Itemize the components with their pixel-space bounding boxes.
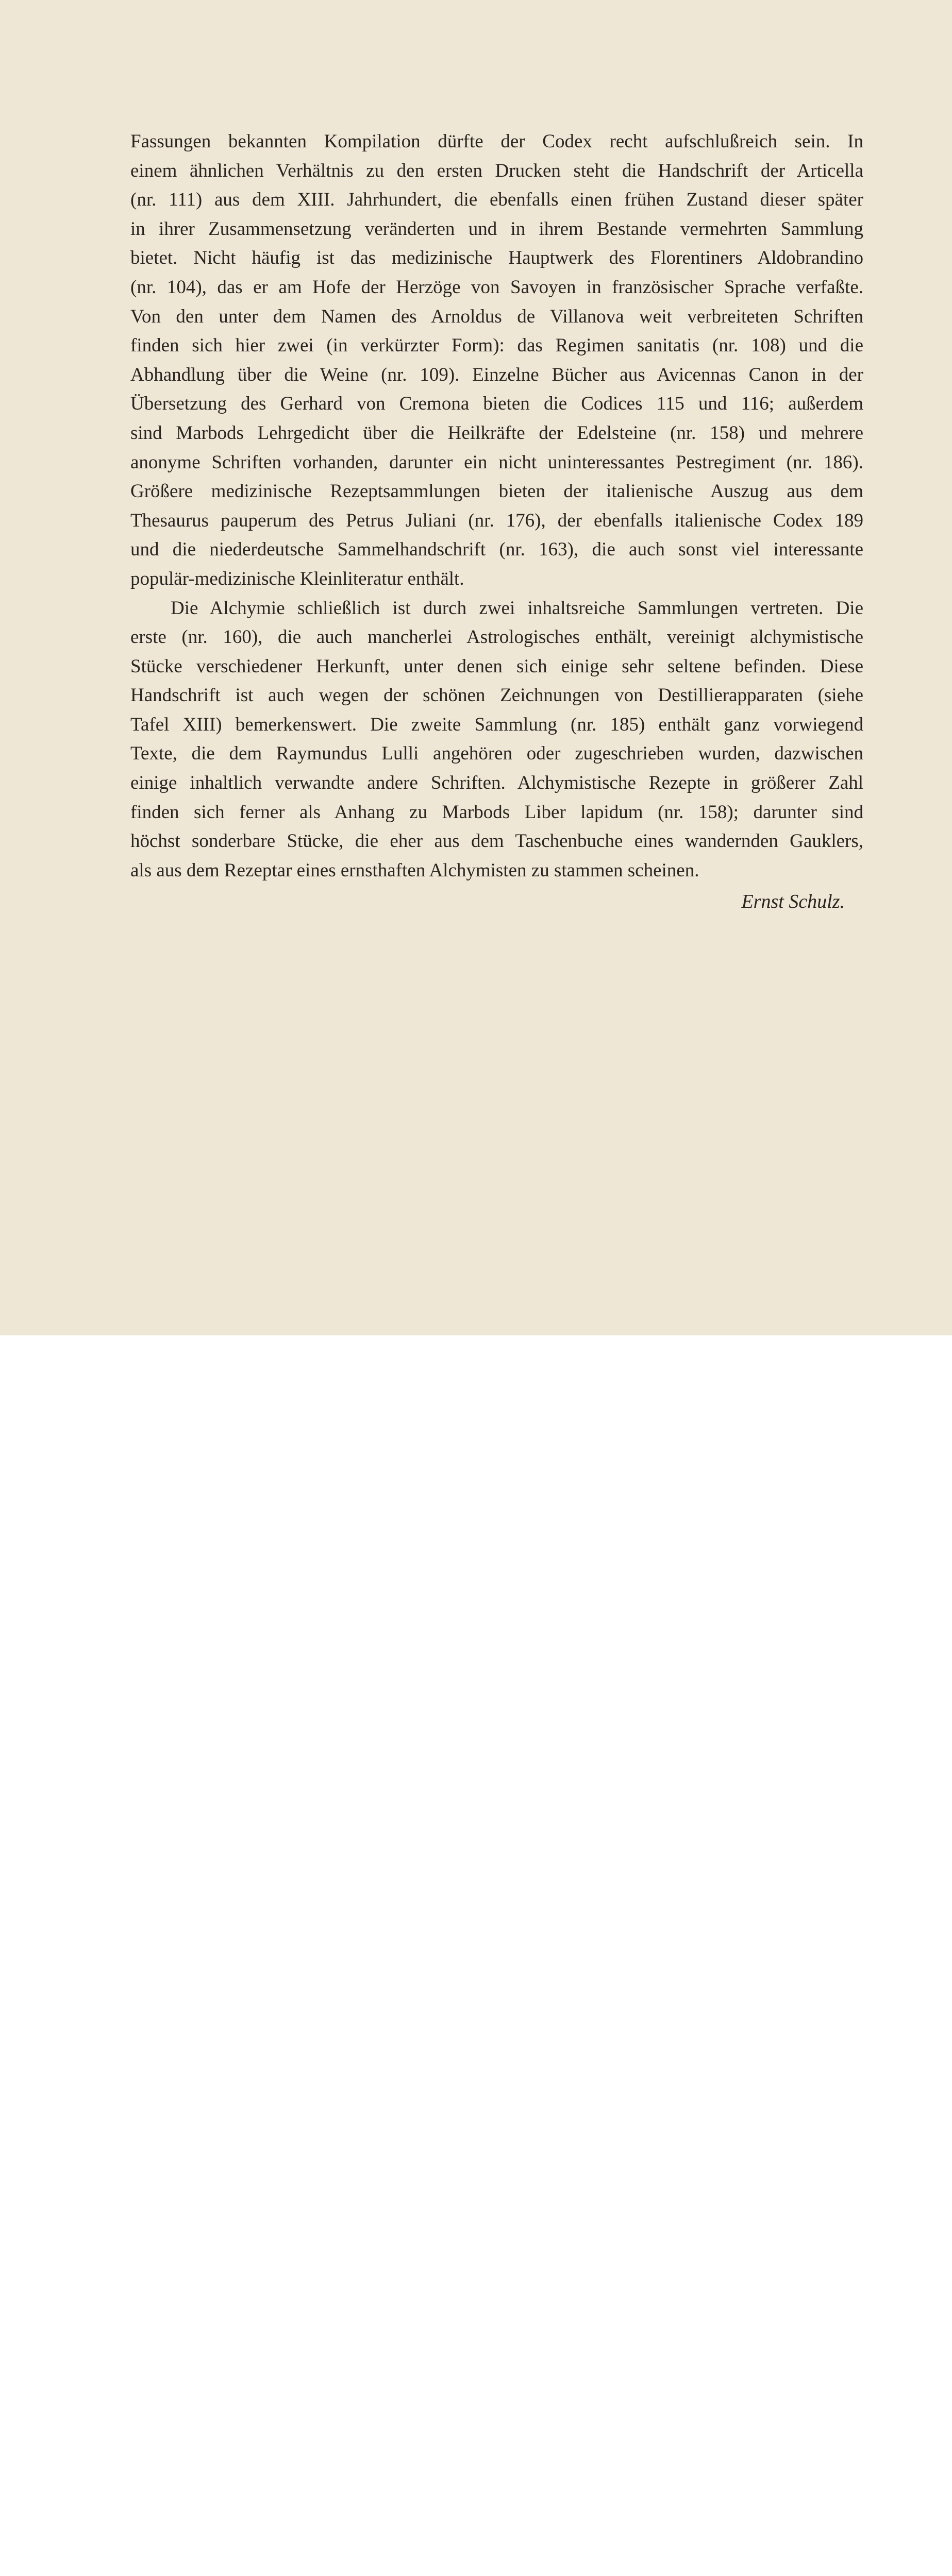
text-line: und die niederdeutsche Sammelhandschrift (nr. 163), die auch sonst viel interessante <box>130 539 863 561</box>
text-line: einem ähnlichen Verhältnis zu den ersten Drucken steht die Handschrift der Articella <box>130 160 863 181</box>
text-line: Handschrift ist auch wegen der schönen Zeichnungen von Destillierapparaten (siehe <box>130 685 863 706</box>
text-line: anonyme Schriften vorhanden, darunter ein nicht uninteressantes Pestregiment (nr. 186). <box>130 451 863 473</box>
text-line: sind Marbods Lehrgedicht über die Heilkräfte der Edelsteine (nr. 158) und mehrere <box>130 422 863 444</box>
text-line: finden sich hier zwei (in verkürzter Form): das Regimen sanitatis (nr. 108) und die <box>130 335 863 357</box>
text-line: Die Alchymie schließlich ist durch zwei inhaltsreiche Sammlungen vertreten. Die <box>171 597 863 619</box>
text-line: in ihrer Zusammensetzung veränderten und in ihrem Bestande vermehrten Sammlung <box>130 218 863 240</box>
text-line: Von den unter dem Namen des Arnoldus de Villanova weit verbreiteten Schriften <box>130 306 863 327</box>
text-line: Fassungen bekannten Kompilation dürfte der Codex recht aufschlußreich sein. In <box>130 131 863 152</box>
text-line: Tafel XIII) bemerkenswert. Die zweite Sammlung (nr. 185) enthält ganz vorwiegend <box>130 714 863 735</box>
text-line: einige inhaltlich verwandte andere Schriften. Alchymistische Rezepte in größerer Zahl <box>130 772 863 794</box>
text-line: (nr. 104), das er am Hofe der Herzöge von Savoyen in französischer Sprache verfaßte. <box>130 276 863 298</box>
text-line: Stücke verschiedener Herkunft, unter denen sich einige sehr seltene befinden. Diese <box>130 655 863 677</box>
text-line: populär-medizinische Kleinliteratur enthält. <box>130 568 464 589</box>
text-line: (nr. 111) aus dem XIII. Jahrhundert, die ebenfalls einen frühen Zustand dieser später <box>130 189 863 211</box>
body-text <box>130 127 863 885</box>
text-line: Übersetzung des Gerhard von Cremona bieten die Codices 115 und 116; außerdem <box>130 393 863 415</box>
text-line: höchst sonderbare Stücke, die eher aus dem Taschenbuche eines wandernden Gauklers, <box>130 831 863 852</box>
author-signature: Ernst Schulz. <box>741 891 845 912</box>
text-line: Thesaurus pauperum des Petrus Juliani (nr. 176), der ebenfalls italienische Codex 189 <box>130 510 863 531</box>
text-line: erste (nr. 160), die auch mancherlei Astrologisches enthält, vereinigt alchymistische <box>130 626 863 648</box>
text-line: Größere medizinische Rezeptsammlungen bieten der italienische Auszug aus dem <box>130 481 863 502</box>
text-line: finden sich ferner als Anhang zu Marbods Liber lapidum (nr. 158); darunter sind <box>130 801 863 823</box>
text-line: Abhandlung über die Weine (nr. 109). Einzelne Bücher aus Avicennas Canon in der <box>130 364 863 385</box>
text-line: bietet. Nicht häufig ist das medizinische Hauptwerk des Florentiners Aldobrandino <box>130 247 863 269</box>
text-line: Texte, die dem Raymundus Lulli angehören oder zugeschrieben wurden, dazwischen <box>130 743 863 765</box>
footer-bar <box>0 1335 952 1402</box>
text-line: als aus dem Rezeptar eines ernsthaften Alchymisten zu stammen scheinen. <box>130 859 699 881</box>
